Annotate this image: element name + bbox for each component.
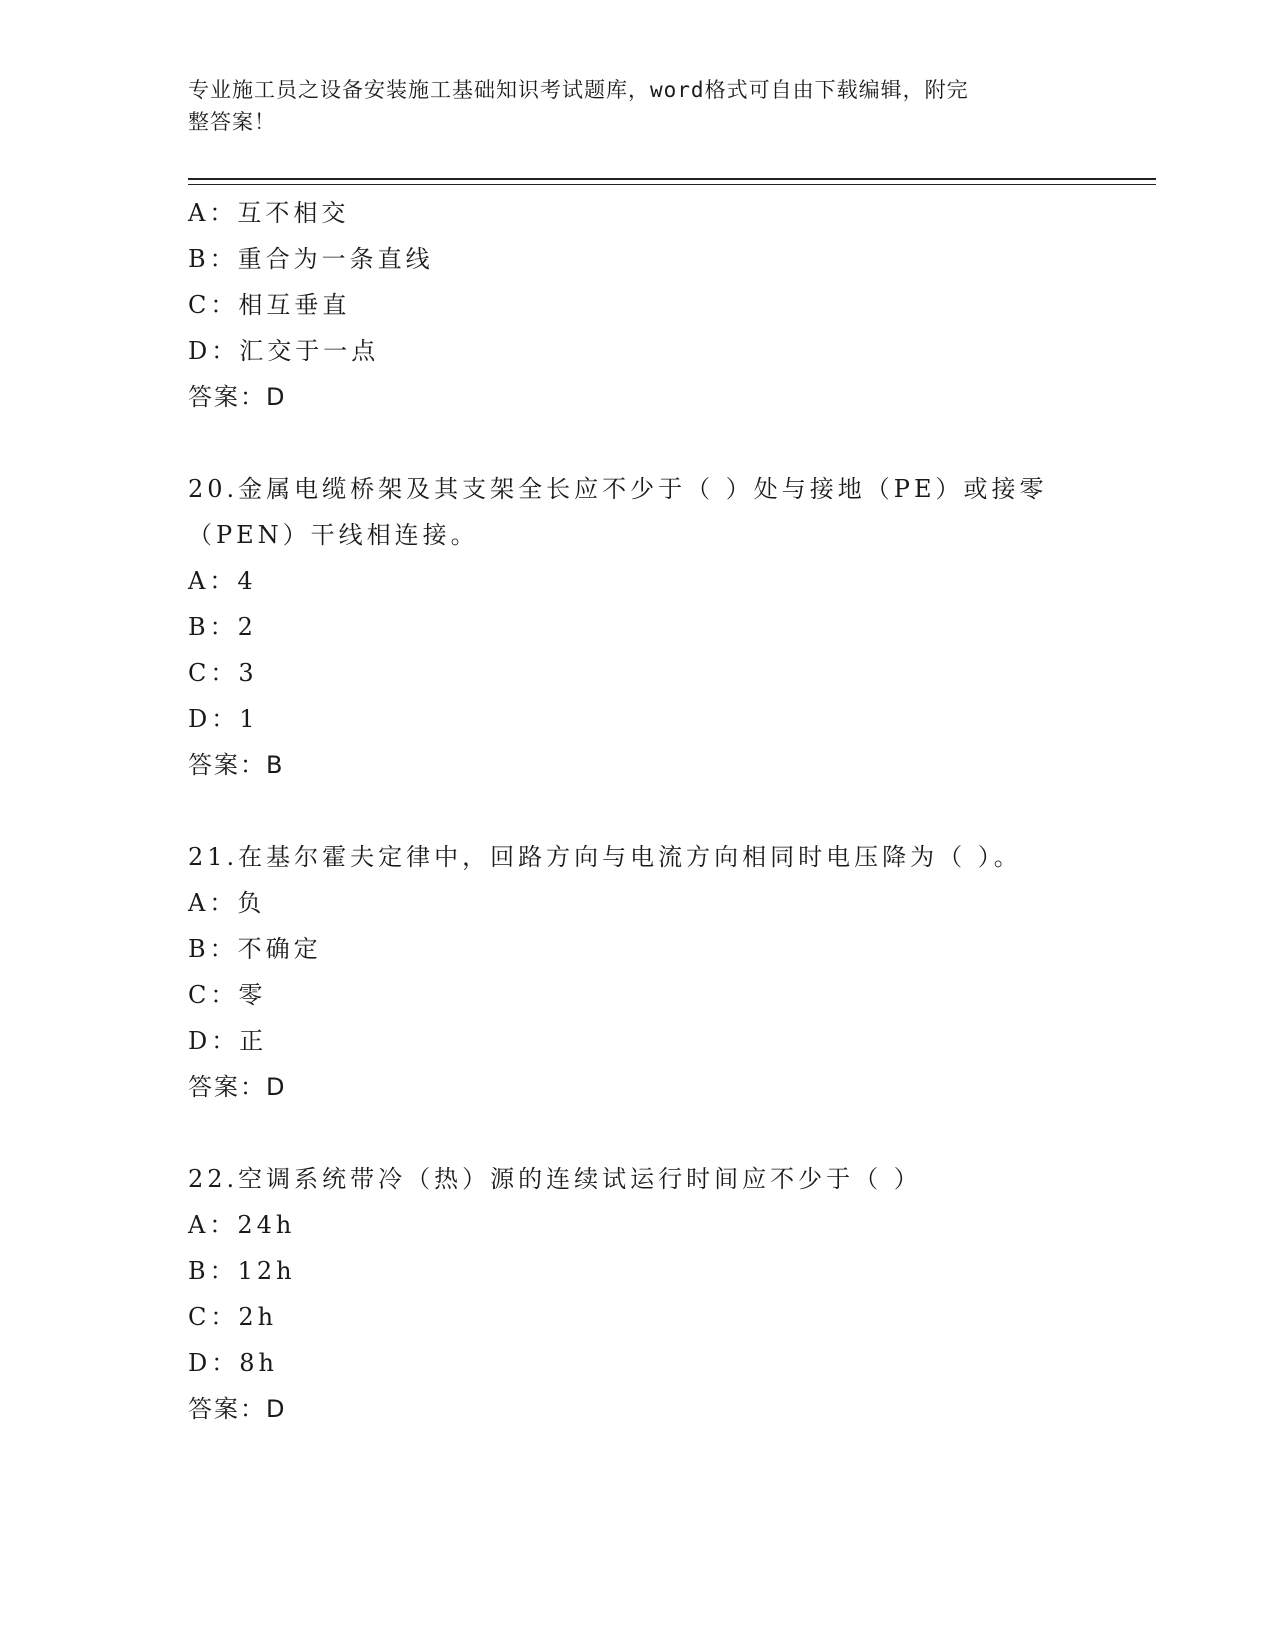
option-b: B：不确定 bbox=[188, 935, 322, 963]
option-d: D：汇交于一点 bbox=[188, 337, 380, 365]
question-20 bbox=[188, 466, 1088, 788]
option-b: B：12h bbox=[188, 1257, 296, 1285]
option-d: D：正 bbox=[188, 1027, 268, 1055]
answer-line: 答案：D bbox=[188, 1073, 287, 1101]
question-19-continued bbox=[188, 190, 1088, 420]
option-c: C：3 bbox=[188, 659, 258, 687]
option-b: B：重合为一条直线 bbox=[188, 245, 434, 273]
header-line-2: 整答案！ bbox=[188, 110, 276, 134]
question-stem: 20.金属电缆桥架及其支架全长应不少于（ ）处与接地（PE）或接零 bbox=[188, 475, 1048, 503]
header-line-1: 专业施工员之设备安装施工基础知识考试题库，word格式可自由下载编辑，附完 bbox=[188, 78, 969, 102]
option-a: A：4 bbox=[188, 567, 257, 595]
question-stem: 21.在基尔霍夫定律中，回路方向与电流方向相同时电压降为（ ）。 bbox=[188, 843, 1022, 871]
question-22 bbox=[188, 1156, 1088, 1432]
header-divider-thick bbox=[188, 178, 1156, 180]
question-stem-continued: （PEN）干线相连接。 bbox=[188, 521, 479, 549]
option-d: D：1 bbox=[188, 705, 259, 733]
option-c: C：相互垂直 bbox=[188, 291, 351, 319]
question-21 bbox=[188, 834, 1088, 1110]
option-c: C：2h bbox=[188, 1303, 278, 1331]
question-list bbox=[188, 190, 1088, 1432]
document-header bbox=[188, 74, 1068, 138]
answer-line: 答案：D bbox=[188, 383, 287, 411]
header-divider-thin bbox=[188, 184, 1156, 185]
option-b: B：2 bbox=[188, 613, 257, 641]
option-a: A：负 bbox=[188, 889, 266, 917]
question-stem: 22.空调系统带冷（热）源的连续试运行时间应不少于（ ） bbox=[188, 1165, 922, 1193]
option-a: A：24h bbox=[188, 1211, 296, 1239]
answer-line: 答案：B bbox=[188, 751, 285, 779]
answer-line: 答案：D bbox=[188, 1395, 287, 1423]
option-a: A：互不相交 bbox=[188, 199, 350, 227]
option-d: D：8h bbox=[188, 1349, 278, 1377]
option-c: C：零 bbox=[188, 981, 267, 1009]
